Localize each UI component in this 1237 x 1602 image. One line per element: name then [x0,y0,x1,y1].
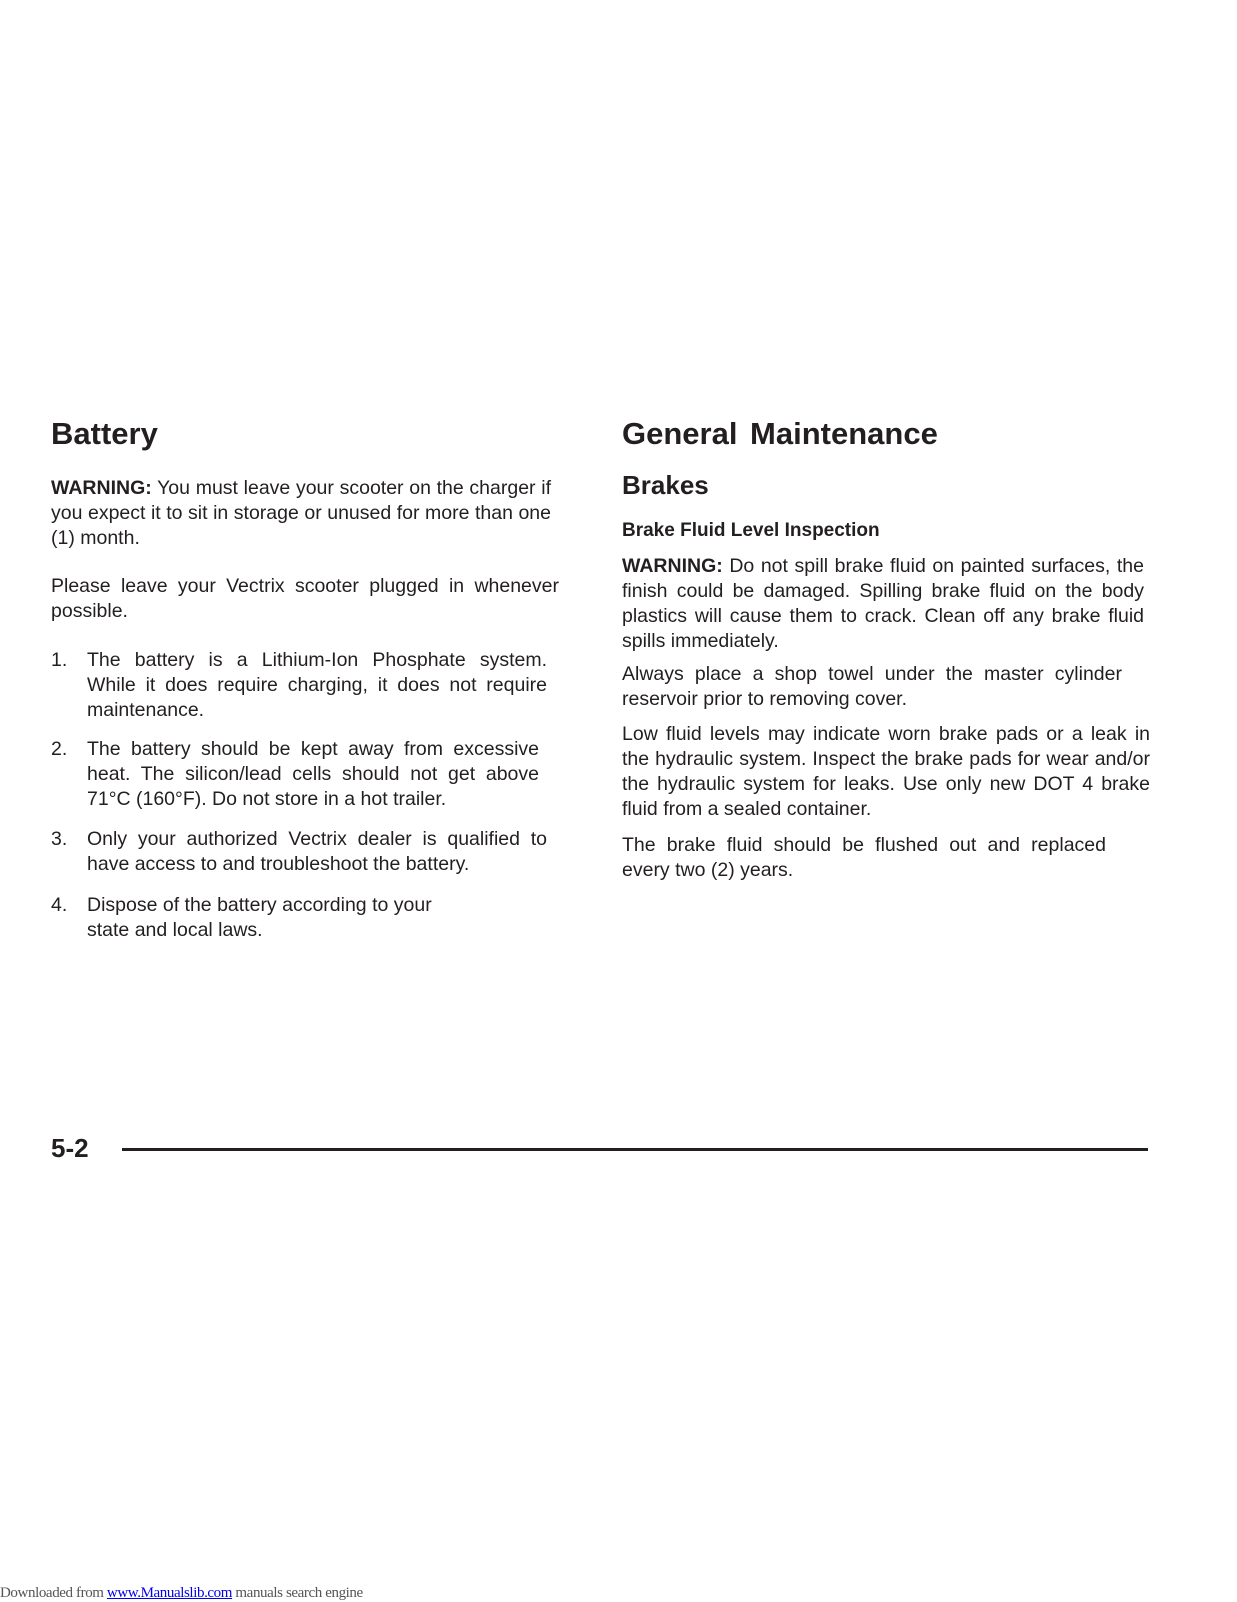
list-item-number: 3. [51,828,68,850]
brakes-heading: Brakes [622,470,709,500]
brakes-towel-paragraph: Always place a shop towel under the master cylinder reservoir prior to removing cover. [622,663,1122,710]
brakes-warning [622,554,1144,654]
battery-plug-paragraph: Please leave your Vectrix scooter plugged in whenever possible. [51,575,559,622]
manualslib-link[interactable]: www.Manualslib.com [106,1585,233,1601]
warning-label: WARNING: [51,477,152,499]
page-number: 5-2 [51,1133,89,1163]
list-item-text: The battery should be kept away from excessive heat. The silicon/lead cells should not get above 71°C (160°F). Do not store in a hot trailer. [87,738,539,810]
general-maintenance-heading: General Maintenance [622,416,938,451]
list-item-text: The battery is a Lithium-Ion Phosphate system. While it does require charging, it does not require maintenance. [87,649,547,721]
list-item-number: 2. [51,738,68,760]
footer-suffix: manuals search engine [232,1585,363,1601]
warning-text: Do not spill brake fluid on painted surfaces, the finish could be damaged. Spilling brake fluid on the body plastics will cause them to crack. Clean off any brake fluid spills immediately. [622,555,1144,652]
warning-label: WARNING: [622,555,723,577]
list-item-number: 4. [51,894,68,916]
download-footer [0,1584,363,1602]
list-item-text: Only your authorized Vectrix dealer is qualified to have access to and troubleshoot the battery. [87,828,547,875]
brakes-fluid-level-paragraph: Low fluid levels may indicate worn brake pads or a leak in the hydraulic system. Inspect the brake pads for wear and/or the hydraulic system for leaks. Use only new DOT 4 brake fluid from a sealed container. [622,723,1150,820]
brake-fluid-subheading: Brake Fluid Level Inspection [622,520,880,541]
list-item-text: Dispose of the battery according to your state and local laws. [87,894,432,941]
battery-heading: Battery [51,416,158,451]
brakes-flush-paragraph: The brake fluid should be flushed out and replaced every two (2) years. [622,834,1106,881]
list-item-number: 1. [51,649,68,671]
footer-prefix: Downloaded from [0,1585,107,1601]
battery-warning [51,476,551,551]
footer-rule [122,1148,1148,1151]
warning-text: You must leave your scooter on the charger if you expect it to sit in storage or unused for more than one (1) month. [51,477,551,549]
